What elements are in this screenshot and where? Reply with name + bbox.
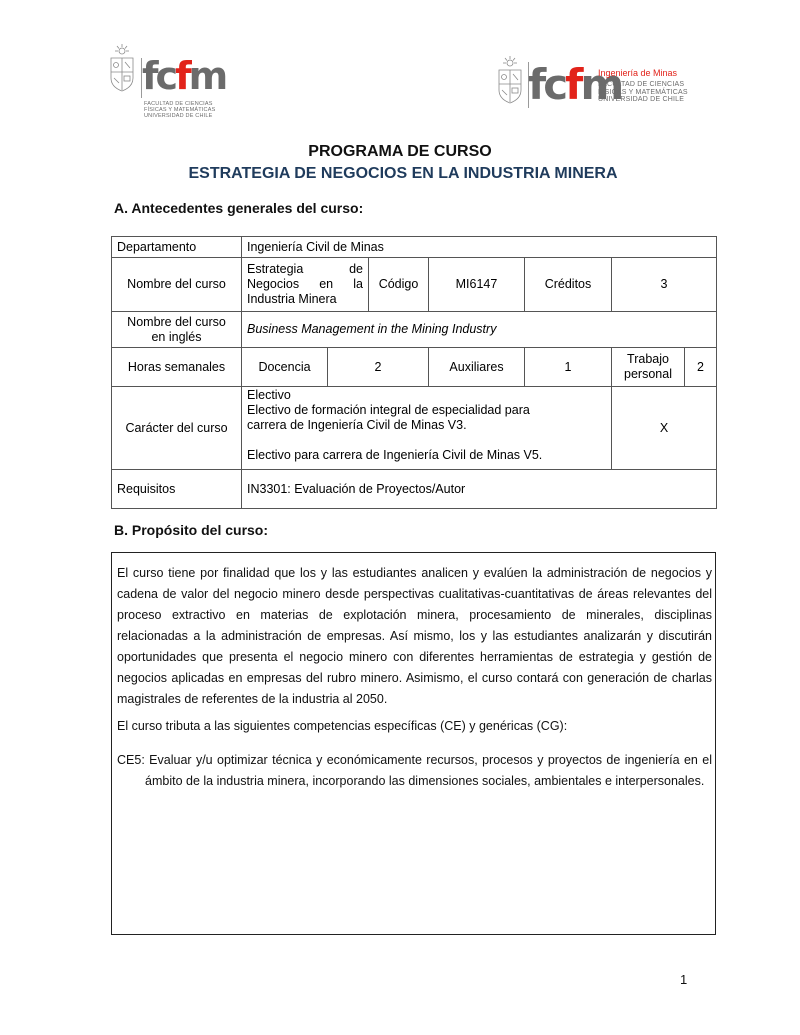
row-caracter [112, 387, 717, 470]
logo-faculty-text: FACULTAD DE CIENCIAS FÍSICAS Y MATEMÁTICAS UNIVERSIDAD DE CHILE [144, 101, 216, 119]
label-trabajo-personal: Trabajo personal [612, 348, 685, 387]
fcfm-wordmark: fcfm [142, 54, 226, 98]
logo-faculty-text: FACULTAD DE CIENCIAS FÍSICAS Y MATEMÁTICAS UNIVERSIDAD DE CHILE [598, 81, 688, 103]
row-nombre-ingles [112, 312, 717, 348]
label-nombre-curso: Nombre del curso [112, 258, 242, 312]
document-title: PROGRAMA DE CURSO [308, 143, 492, 160]
value-nombre-ingles: Business Management in the Mining Industry [242, 312, 717, 348]
row-requisitos [112, 470, 717, 509]
value-creditos: 3 [612, 258, 717, 312]
value-trabajo-personal: 2 [685, 348, 717, 387]
course-info-table [111, 236, 717, 509]
label-codigo: Código [369, 258, 429, 312]
fcfm-wordmark: fcfm [528, 60, 622, 109]
university-crest-icon [108, 44, 136, 92]
label-caracter: Carácter del curso [112, 387, 242, 470]
purpose-paragraph: El curso tiene por finalidad que los y las estudiantes analicen y evalúen la administración de negocios y cadena de valor del negocio minero desde perspectivas cualitativas-cuantitativas de áreas relevantes del proceso extractivo en materias de explotación minera, procesamiento de minerales, disciplinas relacionadas a la administración de empresas. Así mismo, los y las estudiantes analizarán y discutirán oportunidades que presenta el negocio minero con diferentes herramientas de estrategia y gestión de negocios aplicadas en empresas del rubro minero. Asimismo, el curso contará con generación de charlas magistrales de referentes de la industria al 2050. [117, 566, 712, 706]
fcfm-logo-left [106, 44, 226, 124]
fcfm-minas-logo-right [494, 54, 694, 114]
university-crest-icon [496, 56, 524, 104]
value-docencia: 2 [328, 348, 429, 387]
row-horas-semanales [112, 348, 717, 387]
value-codigo: MI6147 [429, 258, 525, 312]
label-horas-semanales: Horas semanales [112, 348, 242, 387]
course-title: ESTRATEGIA DE NEGOCIOS EN LA INDUSTRIA MINERA [188, 165, 618, 182]
label-departamento: Departamento [112, 237, 242, 258]
section-b-heading: B. Propósito del curso: [114, 522, 269, 538]
row-nombre-curso [112, 258, 717, 312]
value-departamento: Ingeniería Civil de Minas [242, 237, 717, 258]
competencies-intro: El curso tributa a las siguientes competencias específicas (CE) y genéricas (CG): [117, 719, 568, 733]
department-name: Ingeniería de Minas [598, 68, 678, 78]
label-nombre-ingles: Nombre del curso en inglés [112, 312, 242, 348]
value-auxiliares: 1 [525, 348, 612, 387]
row-departamento [112, 237, 717, 258]
label-docencia: Docencia [242, 348, 328, 387]
label-creditos: Créditos [525, 258, 612, 312]
label-auxiliares: Auxiliares [429, 348, 525, 387]
caracter-mark: X [612, 387, 717, 470]
value-requisitos: IN3301: Evaluación de Proyectos/Autor [242, 470, 717, 509]
page-number: 1 [680, 972, 688, 987]
label-requisitos: Requisitos [112, 470, 242, 509]
section-a-heading: A. Antecedentes generales del curso: [114, 200, 364, 216]
value-caracter: Electivo Electivo de formación integral de especialidad para carrera de Ingeniería Civil de Minas V3. Electivo para carrera de Ingeniería Civil de Minas V5. [242, 387, 612, 470]
competency-ce5: CE5: Evaluar y/u optimizar técnica y económicamente recursos, procesos y proyectos de ingeniería en el ámbito de la industria minera, incorporando las dimensiones sociales, ambientales e interpersonales. [117, 753, 712, 788]
value-nombre-curso: Estrategia de Negocios en la Industria Minera [242, 258, 369, 312]
